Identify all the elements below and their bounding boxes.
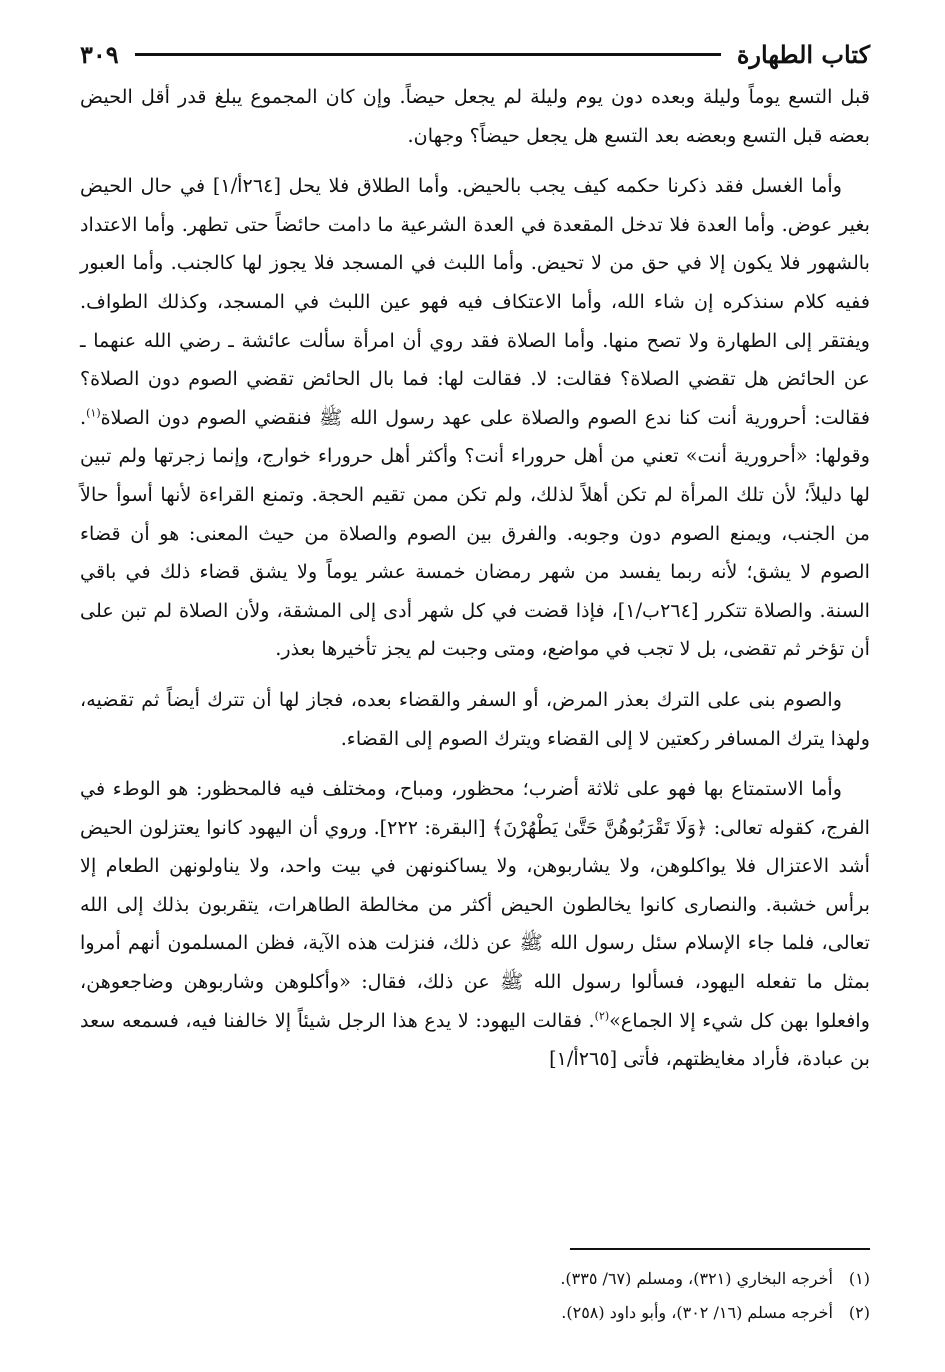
page-number: ٣٠٩	[80, 39, 119, 69]
book-page	[80, 30, 870, 1350]
main-text	[80, 78, 870, 1079]
footnote-2-text: أخرجه مسلم (١٦/ ٣٠٢)، وأبو داود (٢٥٨).	[561, 1303, 833, 1322]
paragraph-2	[80, 167, 870, 669]
footnote-1	[80, 1262, 870, 1296]
paragraph-4-continuation: . فقالت اليهود: لا يدع هذا الرجل شيئاً إلا خالفنا فيه، فسمعه سعد بن عبادة، فأراد مغايظتهم، فأتى [٢٦٥أ/١]	[80, 1008, 870, 1071]
footnote-ref-2[interactable]: (٢)	[594, 1009, 610, 1023]
paragraph-2-continuation: . وقولها: «أحرورية أنت» تعني من أهل حروراء أنت؟ وأكثر أهل حروراء خوارج، وإنما زجرتها ولم تبين لها دليلاً؛ لأن تلك المرأة لم تكن أهلاً لذلك، ولم تكن ممن تقيم الحجة. وتمنع القراءة لأنها أسوأ حالاً من الجنب، ويمنع الصوم دون وجوبه. والفرق بين الصوم والصلاة من حيث المعنى: هو أن قضاء الصوم لا يشق؛ لأنه ربما يفسد من شهر رمضان خمسة عشر يوماً ولا يشق قضاء ذلك في باقي السنة. والصلاة تتكرر [٢٦٤ب/١]، فإذا قضت في كل شهر أدى إلى المشقة، ولأن الصلاة لم تبن على أن تؤخر ثم تقضى، بل لا تجب في مواضع، ومتى وجبت لم يجز تأخيرها بعذر.	[80, 405, 870, 661]
footnote-1-text: أخرجه البخاري (٣٢١)، ومسلم (٦٧/ ٣٣٥).	[560, 1269, 833, 1288]
footnote-2	[80, 1296, 870, 1330]
footnote-divider	[570, 1248, 870, 1250]
footnote-ref-1[interactable]: (١)	[86, 406, 101, 420]
footnote-2-number: (٢)	[848, 1303, 870, 1322]
paragraph-4-text: وأما الاستمتاع بها فهو على ثلاثة أضرب؛ محظور، ومباح، ومختلف فيه فالمحظور: هو الوطء في الفرج، كقوله تعالى: ﴿وَلَا تَقْرَبُوهُنَّ حَتَّىٰ يَطْهُرْنَ﴾ [البقرة: ٢٢٢]. وروي أن اليهود كانوا يعتزلون الحيض أشد الاعتزال فلا يواكلوهن، ولا يشاربوهن، ولا يساكنونهن في بيت واحد، ولا يناولونهن الطعام إلا برأس خشبة. والنصارى كانوا يخالطون الحيض أكثر من مخالطة الطاهرات، يتقربون بذلك إلى الله تعالى، فلما جاء الإسلام سئل رسول الله ﷺ عن ذلك، فنزلت هذه الآية، فظن المسلمون أنهم أمروا بمثل ما تفعله اليهود، فسألوا رسول الله ﷺ عن ذلك، فقال: «وأكلوهن وشاربوهن وضاجعوهن، وافعلوا بهن كل شيء إلا الجماع»	[80, 777, 871, 1032]
footnotes	[80, 1248, 870, 1330]
header-divider	[135, 53, 721, 56]
page-header	[80, 30, 870, 78]
paragraph-2-text: وأما الغسل فقد ذكرنا حكمه كيف يجب بالحيض. وأما الطلاق فلا يحل [٢٦٤أ/١] في حال الحيض بغير عوض. وأما العدة فلا تدخل المقعدة في العدة الشرعية ما دامت حائضاً حتى تطهر. وأما الاعتداد بالشهور فلا يكون إلا في حق من لا تحيض. وأما اللبث في المسجد فلا يجوز لها كالجنب. وأما العبور ففيه كلام سنذكره إن شاء الله، وأما الاعتكاف فيه فهو عين اللبث في المسجد، وكذلك الطواف. ويفتقر إلى الطهارة ولا تصح منها. وأما الصلاة فقد روي أن امرأة سألت عائشة ـ رضي الله عنهما ـ عن الحائض هل تقضي الصلاة؟ فقالت: لا. فقالت لها: فما بال الحائض تقضي الصوم دون الصلاة؟ فقالت: أحرورية أنت كنا ندع الصوم والصلاة على عهد رسول الله ﷺ فنقضي الصوم دون الصلاة	[80, 174, 870, 429]
footnote-1-number: (١)	[848, 1269, 870, 1288]
page-title: كتاب الطهارة	[736, 39, 870, 69]
paragraph-4	[80, 770, 870, 1079]
paragraph-3: والصوم بنى على الترك بعذر المرض، أو السفر والقضاء بعده، فجاز لها أن تترك أيضاً ثم تقضيه، ولهذا يترك المسافر ركعتين لا إلى القضاء ويترك الصوم إلى القضاء.	[80, 687, 870, 750]
paragraph-1: قبل التسع يوماً وليلة وبعده دون يوم وليلة لم يجعل حيضاً. وإن كان المجموع يبلغ قدر أقل الحيض بعضه قبل التسع وبعضه بعد التسع هل يجعل حيضاً؟ وجهان.	[80, 85, 870, 147]
